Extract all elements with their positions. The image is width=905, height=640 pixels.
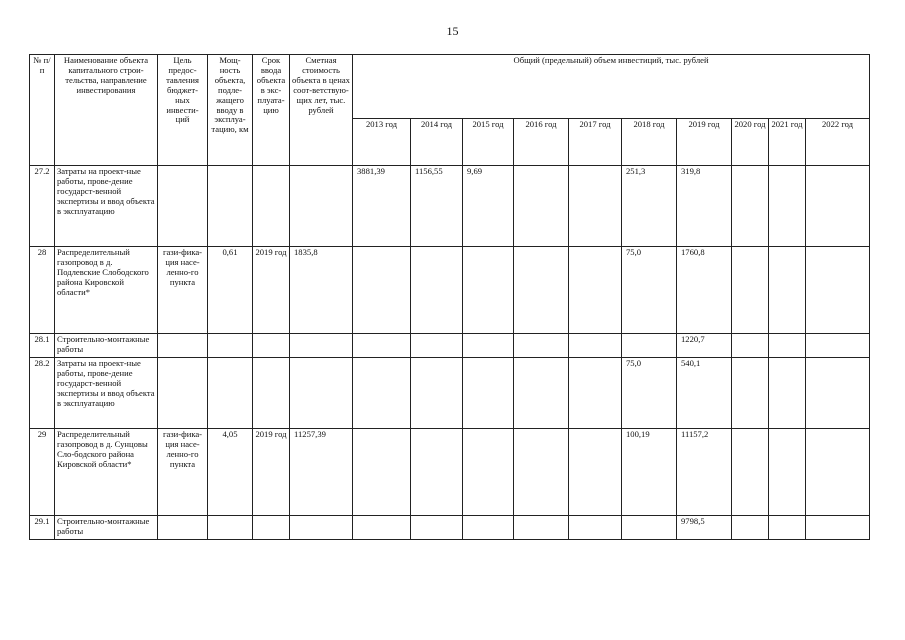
- row-year-value: [463, 358, 514, 429]
- header-year: 2013 год: [353, 119, 411, 166]
- row-num: 29: [30, 429, 55, 516]
- row-term: [253, 334, 290, 358]
- header-goal: Цель предос-тавления бюджет-ных инвести-ций: [158, 55, 208, 166]
- header-year: 2017 год: [569, 119, 622, 166]
- row-year-value: 75,0: [622, 247, 677, 334]
- row-year-value: 1220,7: [677, 334, 732, 358]
- row-year-value: [353, 334, 411, 358]
- header-term: Срок ввода объекта в экс-плуата-цию: [253, 55, 290, 166]
- row-year-value: [569, 358, 622, 429]
- row-goal: гази-фика-ция насе-ленно-го пункта: [158, 429, 208, 516]
- row-year-value: [353, 247, 411, 334]
- row-term: 2019 год: [253, 247, 290, 334]
- row-term: [253, 516, 290, 540]
- row-num: 28.2: [30, 358, 55, 429]
- row-year-value: [514, 166, 569, 247]
- header-year: 2022 год: [806, 119, 870, 166]
- row-goal: [158, 166, 208, 247]
- row-power: 4,05: [208, 429, 253, 516]
- header-year: 2016 год: [514, 119, 569, 166]
- row-year-value: 251,3: [622, 166, 677, 247]
- row-goal: [158, 358, 208, 429]
- row-power: [208, 166, 253, 247]
- header-year: 2014 год: [411, 119, 463, 166]
- row-year-value: [411, 429, 463, 516]
- row-year-value: [806, 247, 870, 334]
- row-year-value: [411, 516, 463, 540]
- row-year-value: [463, 334, 514, 358]
- row-year-value: 75,0: [622, 358, 677, 429]
- row-year-value: [463, 516, 514, 540]
- row-year-value: [732, 358, 769, 429]
- row-year-value: [732, 334, 769, 358]
- row-power: [208, 358, 253, 429]
- row-year-value: [806, 166, 870, 247]
- row-name: Затраты на проект-ные работы, прове-дение государст-венной экспертизы и ввод объекта в эксплуатацию: [55, 166, 158, 247]
- header-name: Наименование объекта капитального строи-тельства, направление инвестирования: [55, 55, 158, 166]
- row-year-value: [569, 516, 622, 540]
- row-num: 28: [30, 247, 55, 334]
- row-year-value: [463, 429, 514, 516]
- row-year-value: [769, 166, 806, 247]
- row-year-value: [806, 429, 870, 516]
- row-year-value: 100,19: [622, 429, 677, 516]
- row-year-value: [514, 334, 569, 358]
- row-year-value: 9,69: [463, 166, 514, 247]
- row-name: Затраты на проект-ные работы, прове-дение государст-венной экспертизы и ввод объекта в эксплуатацию: [55, 358, 158, 429]
- row-year-value: [622, 516, 677, 540]
- row-term: 2019 год: [253, 429, 290, 516]
- row-year-value: 11157,2: [677, 429, 732, 516]
- row-term: [253, 166, 290, 247]
- row-year-value: 9798,5: [677, 516, 732, 540]
- row-num: 28.1: [30, 334, 55, 358]
- header-total: Общий (предельный) объем инвестиций, тыс. рублей: [353, 55, 870, 119]
- row-year-value: 540,1: [677, 358, 732, 429]
- row-year-value: [806, 516, 870, 540]
- row-power: [208, 334, 253, 358]
- row-year-value: [514, 247, 569, 334]
- row-year-value: 319,8: [677, 166, 732, 247]
- row-year-value: [769, 358, 806, 429]
- row-num: 27.2: [30, 166, 55, 247]
- row-year-value: [732, 166, 769, 247]
- row-cost: [290, 334, 353, 358]
- row-year-value: 1156,55: [411, 166, 463, 247]
- row-cost: 11257,39: [290, 429, 353, 516]
- row-year-value: [569, 166, 622, 247]
- row-year-value: [732, 516, 769, 540]
- header-power: Мощ-ность объекта, подле-жащего вводу в эксплуа-тацию, км: [208, 55, 253, 166]
- row-year-value: [569, 334, 622, 358]
- row-name: Распределительный газопровод в д. Сунцовы Сло-бодского района Кировской области*: [55, 429, 158, 516]
- row-year-value: [732, 429, 769, 516]
- row-num: 29.1: [30, 516, 55, 540]
- row-power: [208, 516, 253, 540]
- row-year-value: [411, 247, 463, 334]
- row-year-value: [463, 247, 514, 334]
- row-year-value: [353, 358, 411, 429]
- row-name: Распределительный газопровод в д. Подлевские Слободского района Кировской области*: [55, 247, 158, 334]
- header-year: 2015 год: [463, 119, 514, 166]
- row-year-value: [732, 247, 769, 334]
- row-power: 0,61: [208, 247, 253, 334]
- row-year-value: [353, 516, 411, 540]
- row-year-value: [806, 358, 870, 429]
- row-year-value: [806, 334, 870, 358]
- row-year-value: [769, 429, 806, 516]
- row-year-value: [411, 334, 463, 358]
- row-term: [253, 358, 290, 429]
- row-year-value: [514, 429, 569, 516]
- row-cost: [290, 516, 353, 540]
- row-year-value: 1760,8: [677, 247, 732, 334]
- header-year: 2020 год: [732, 119, 769, 166]
- table-row: [30, 358, 870, 429]
- table-row: [30, 516, 870, 540]
- header-row-top: [30, 55, 870, 119]
- row-year-value: [769, 516, 806, 540]
- row-year-value: [569, 429, 622, 516]
- row-cost: [290, 358, 353, 429]
- table-row: [30, 429, 870, 516]
- header-num: № п/п: [30, 55, 55, 166]
- row-name: Строительно-монтажные работы: [55, 334, 158, 358]
- row-year-value: [514, 358, 569, 429]
- row-goal: гази-фика-ция насе-ленно-го пункта: [158, 247, 208, 334]
- row-year-value: [353, 429, 411, 516]
- page-number: 15: [446, 24, 459, 38]
- row-year-value: [622, 334, 677, 358]
- header-year: 2021 год: [769, 119, 806, 166]
- header-year: 2018 год: [622, 119, 677, 166]
- row-name: Строительно-монтажные работы: [55, 516, 158, 540]
- header-cost: Сметная стоимость объекта в ценах соот-ветствую-щих лет, тыс. рублей: [290, 55, 353, 166]
- row-year-value: [769, 334, 806, 358]
- table-row: [30, 334, 870, 358]
- table-row: [30, 166, 870, 247]
- row-year-value: [411, 358, 463, 429]
- row-year-value: 3881,39: [353, 166, 411, 247]
- header-year: 2019 год: [677, 119, 732, 166]
- row-goal: [158, 334, 208, 358]
- row-year-value: [514, 516, 569, 540]
- row-cost: 1835,8: [290, 247, 353, 334]
- row-year-value: [769, 247, 806, 334]
- row-year-value: [569, 247, 622, 334]
- row-goal: [158, 516, 208, 540]
- row-cost: [290, 166, 353, 247]
- investment-table: [29, 54, 870, 540]
- table-row: [30, 247, 870, 334]
